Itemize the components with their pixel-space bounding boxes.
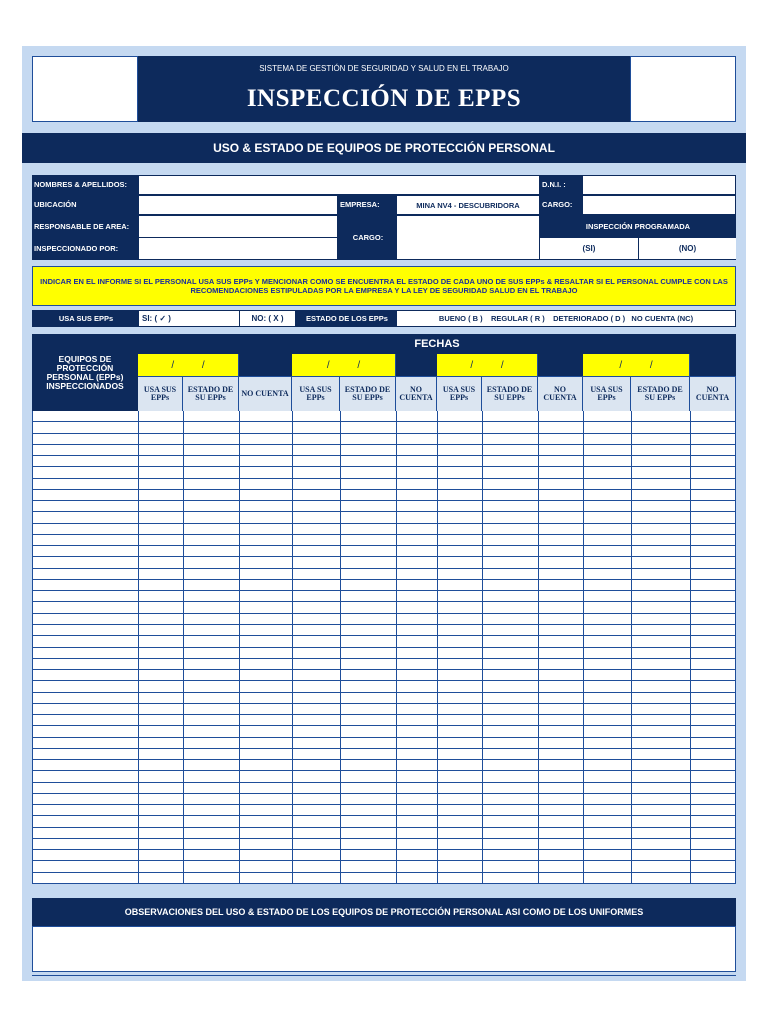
uses-epp-header: USA SUS EPPs — [138, 376, 183, 411]
column-divider — [538, 411, 539, 884]
bottom-rule — [32, 975, 736, 976]
cargo-field-2[interactable] — [397, 216, 539, 259]
dates-header: FECHAS — [138, 334, 736, 354]
company-label: EMPRESA: — [340, 200, 380, 209]
inspection-table — [32, 334, 736, 894]
date-field-4[interactable]: / / — [583, 354, 690, 376]
column-divider — [138, 411, 139, 884]
column-divider — [32, 411, 33, 884]
column-divider — [631, 411, 632, 884]
epp-state-header: ESTADO DE SU EPPs — [340, 376, 396, 411]
company-field[interactable]: MINA NV4 - DESCUBRIDORA — [397, 196, 539, 214]
date-field-1[interactable]: / / — [138, 354, 239, 376]
area-field[interactable] — [139, 216, 337, 237]
scheduled-yes[interactable]: (SI) — [540, 238, 638, 259]
logo-box-left — [32, 56, 138, 122]
legend-no: NO: ( X ) — [240, 311, 295, 326]
column-divider — [396, 411, 397, 884]
names-label: NOMBRES & APELLIDOS: — [34, 180, 128, 189]
inspected-label: INSPECCIONADO POR: — [34, 244, 119, 253]
page-title: INSPECCIÓN DE EPPS — [246, 85, 522, 112]
uses-epp-header: USA SUS EPPs — [292, 376, 340, 411]
system-name: SISTEMA DE GESTIÓN DE SEGURIDAD Y SALUD EN EL TRABAJO — [259, 63, 509, 73]
dni-label: D.N.I. : — [542, 180, 566, 189]
section-title: USO & ESTADO DE EQUIPOS DE PROTECCIÓN PERSONAL — [22, 133, 746, 163]
scheduled-no[interactable]: (NO) — [639, 238, 736, 259]
column-divider — [735, 411, 736, 884]
cargo-field[interactable] — [583, 196, 735, 214]
inspected-field[interactable] — [139, 238, 337, 259]
no-epp-header: NO CUENTA — [690, 376, 736, 411]
no-epp-header: NO CUENTA — [239, 376, 292, 411]
instruction-text: INDICAR EN EL INFORME SI EL PERSONAL USA SUS EPPs Y MENCIONAR COMO SE ENCUENTRA EL ESTADO DE CADA UNO DE SUS EPPs & RESALTAR SI EL PERSONAL CUMPLE CON LAS RECOMENDACIONES ESTIPULADAS POR LA EMPRESA Y LA LEY DE SEGURIDAD SALUD EN EL TRABAJO — [32, 266, 736, 306]
legend-states: BUENO ( B ) REGULAR ( R ) DETERIORADO ( D ) NO CUENTA (NC) — [397, 311, 735, 326]
column-divider — [183, 411, 184, 884]
no-epp-header: NO CUENTA — [538, 376, 583, 411]
uses-epp-header: USA SUS EPPs — [583, 376, 631, 411]
table-body — [32, 411, 736, 884]
scheduled-label: INSPECCIÓN PROGRAMADA — [585, 221, 691, 231]
dni-field[interactable] — [583, 176, 735, 194]
location-field[interactable] — [139, 196, 337, 214]
cargo-label: CARGO: — [542, 200, 573, 209]
column-divider — [292, 411, 293, 884]
legend-yes: SI: ( ✓ ) — [139, 311, 239, 326]
cargo-label-2: CARGO: — [352, 232, 384, 242]
column-divider — [482, 411, 483, 884]
date-field-2[interactable]: / / — [292, 354, 396, 376]
date-field-3[interactable]: / / — [437, 354, 538, 376]
legend-row — [32, 310, 736, 327]
logo-box-right — [630, 56, 736, 122]
column-divider — [239, 411, 240, 884]
uses-epp-header: USA SUS EPPs — [437, 376, 482, 411]
date-spacer-4 — [690, 354, 736, 376]
epp-state-header: ESTADO DE SU EPPs — [482, 376, 538, 411]
epp-state-header: ESTADO DE SU EPPs — [631, 376, 690, 411]
date-spacer-2 — [396, 354, 437, 376]
epp-column-header: EQUIPOS DE PROTECCIÓN PERSONAL (EPPs) INSPECCIONADOS — [32, 334, 138, 411]
names-field[interactable] — [139, 176, 539, 194]
title-banner — [138, 56, 630, 122]
no-epp-header: NO CUENTA — [396, 376, 437, 411]
form-sheet — [22, 46, 746, 981]
column-divider — [583, 411, 584, 884]
date-spacer-3 — [538, 354, 583, 376]
observations-title: OBSERVACIONES DEL USO & ESTADO DE LOS EQUIPOS DE PROTECCIÓN PERSONAL ASI COMO DE LOS UNIFORMES — [32, 898, 736, 926]
state-label: ESTADO DE LOS EPPs — [306, 314, 388, 323]
column-divider — [437, 411, 438, 884]
uses-label: USA SUS EPPs — [58, 314, 114, 323]
date-spacer-1 — [239, 354, 292, 376]
identification-form — [32, 175, 736, 260]
location-label: UBICACIÓN — [34, 200, 77, 209]
epp-state-header: ESTADO DE SU EPPs — [183, 376, 239, 411]
area-label: RESPONSABLE DE AREA: — [34, 221, 130, 231]
column-divider — [690, 411, 691, 884]
column-divider — [340, 411, 341, 884]
observations-field[interactable] — [32, 926, 736, 972]
